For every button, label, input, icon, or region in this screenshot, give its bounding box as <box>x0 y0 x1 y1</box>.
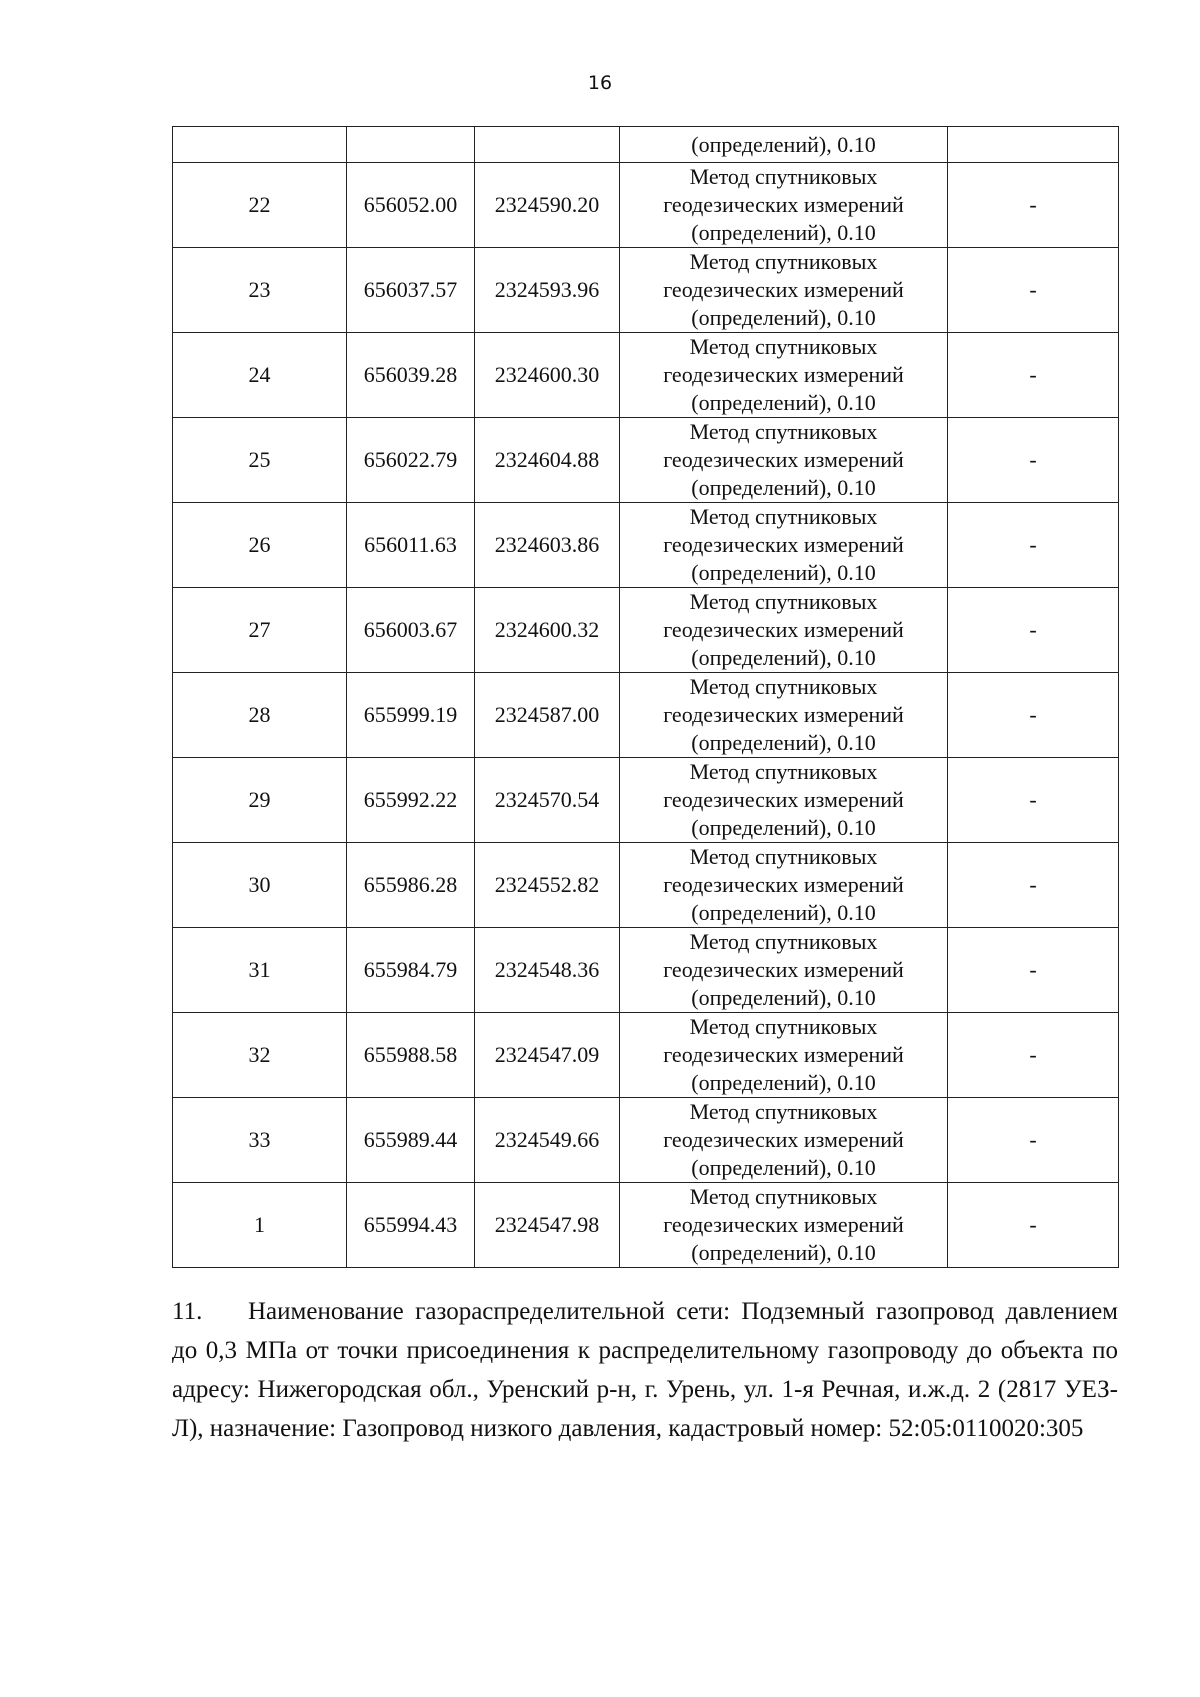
method-line: Метод спутниковых <box>689 674 878 699</box>
cell-method <box>620 248 948 333</box>
cell-x: 656022.79 <box>347 418 475 503</box>
method-line: Метод спутниковых <box>689 164 878 189</box>
cell-x: 656011.63 <box>347 503 475 588</box>
cell-point: 24 <box>173 333 347 418</box>
cell-method <box>620 503 948 588</box>
cell-x: 656003.67 <box>347 588 475 673</box>
method-line: Метод спутниковых <box>689 1099 878 1124</box>
method-line: Метод спутниковых <box>689 1184 878 1209</box>
cell-x: 655992.22 <box>347 758 475 843</box>
cell-method <box>620 418 948 503</box>
table-row <box>173 1183 1119 1268</box>
cell-point: 32 <box>173 1013 347 1098</box>
cell-point: 1 <box>173 1183 347 1268</box>
table-row <box>173 418 1119 503</box>
cell-note: - <box>948 1013 1119 1098</box>
cell-y: 2324604.88 <box>475 418 620 503</box>
method-line: Метод спутниковых <box>689 249 878 274</box>
method-line: геодезических измерений <box>663 192 904 217</box>
table-row <box>173 163 1119 248</box>
cell-x: 655994.43 <box>347 1183 475 1268</box>
cell-y: 2324600.30 <box>475 333 620 418</box>
method-line: геодезических измерений <box>663 1127 904 1152</box>
cell-note: - <box>948 758 1119 843</box>
cell-note: - <box>948 163 1119 248</box>
method-line: (определений), 0.10 <box>691 390 876 415</box>
method-line: Метод спутниковых <box>689 929 878 954</box>
method-line: Метод спутниковых <box>689 1014 878 1039</box>
method-line: геодезических измерений <box>663 702 904 727</box>
method-line: (определений), 0.10 <box>691 645 876 670</box>
method-line: геодезических измерений <box>663 957 904 982</box>
table-row <box>173 1098 1119 1183</box>
section-number: 11. <box>172 1298 203 1325</box>
cell-note: - <box>948 248 1119 333</box>
cell-point: 25 <box>173 418 347 503</box>
cell-note <box>948 127 1119 163</box>
cell-method <box>620 673 948 758</box>
cell-x: 656039.28 <box>347 333 475 418</box>
method-line: (определений), 0.10 <box>691 815 876 840</box>
method-line: геодезических измерений <box>663 447 904 472</box>
cell-y: 2324547.09 <box>475 1013 620 1098</box>
method-line: (определений), 0.10 <box>691 1155 876 1180</box>
cell-y: 2324570.54 <box>475 758 620 843</box>
cell-point: 27 <box>173 588 347 673</box>
cell-method <box>620 1013 948 1098</box>
cell-note: - <box>948 503 1119 588</box>
method-line: Метод спутниковых <box>689 759 878 784</box>
method-line: (определений), 0.10 <box>691 1240 876 1265</box>
section-11 <box>172 1292 1118 1448</box>
cell-note: - <box>948 1183 1119 1268</box>
cell-y <box>475 127 620 163</box>
cell-note: - <box>948 928 1119 1013</box>
method-line: (определений), 0.10 <box>691 1070 876 1095</box>
method-line: геодезических измерений <box>663 872 904 897</box>
cell-method <box>620 588 948 673</box>
cell-method <box>620 1183 948 1268</box>
method-line: (определений), 0.10 <box>691 560 876 585</box>
method-line: (определений), 0.10 <box>691 220 876 245</box>
method-line: геодезических измерений <box>663 617 904 642</box>
cell-x: 655999.19 <box>347 673 475 758</box>
cell-y: 2324549.66 <box>475 1098 620 1183</box>
cell-x: 656052.00 <box>347 163 475 248</box>
cell-note: - <box>948 1098 1119 1183</box>
method-line: Метод спутниковых <box>689 419 878 444</box>
method-line: Метод спутниковых <box>689 334 878 359</box>
table-row <box>173 758 1119 843</box>
cell-point <box>173 127 347 163</box>
cell-y: 2324593.96 <box>475 248 620 333</box>
cell-point: 29 <box>173 758 347 843</box>
method-line: (определений), 0.10 <box>691 475 876 500</box>
cell-point: 30 <box>173 843 347 928</box>
table-row <box>173 673 1119 758</box>
cell-note: - <box>948 418 1119 503</box>
cell-x <box>347 127 475 163</box>
method-line: (определений), 0.10 <box>691 730 876 755</box>
cell-point: 22 <box>173 163 347 248</box>
cell-point: 23 <box>173 248 347 333</box>
method-line: геодезических измерений <box>663 277 904 302</box>
cell-method <box>620 1098 948 1183</box>
cell-y: 2324590.20 <box>475 163 620 248</box>
cell-point: 28 <box>173 673 347 758</box>
cell-note: - <box>948 843 1119 928</box>
method-line: геодезических измерений <box>663 532 904 557</box>
cell-method: (определений), 0.10 <box>620 127 948 163</box>
table-row <box>173 843 1119 928</box>
method-line: геодезических измерений <box>663 1212 904 1237</box>
cell-method <box>620 333 948 418</box>
cell-y: 2324552.82 <box>475 843 620 928</box>
cell-point: 26 <box>173 503 347 588</box>
cell-x: 655988.58 <box>347 1013 475 1098</box>
cell-point: 31 <box>173 928 347 1013</box>
table-row <box>173 1013 1119 1098</box>
cell-note: - <box>948 333 1119 418</box>
cell-y: 2324600.32 <box>475 588 620 673</box>
cell-x: 655989.44 <box>347 1098 475 1183</box>
method-line: Метод спутниковых <box>689 844 878 869</box>
cell-x: 656037.57 <box>347 248 475 333</box>
method-line: Метод спутниковых <box>689 504 878 529</box>
cell-y: 2324547.98 <box>475 1183 620 1268</box>
method-line: (определений), 0.10 <box>691 985 876 1010</box>
cell-y: 2324603.86 <box>475 503 620 588</box>
method-line: геодезических измерений <box>663 362 904 387</box>
coordinates-table <box>172 126 1119 1268</box>
page-number: 16 <box>587 72 613 94</box>
table-row <box>173 333 1119 418</box>
cell-point: 33 <box>173 1098 347 1183</box>
table-row-continued <box>173 127 1119 163</box>
table-row <box>173 248 1119 333</box>
cell-method <box>620 843 948 928</box>
cell-method <box>620 163 948 248</box>
table-row <box>173 588 1119 673</box>
cell-y: 2324587.00 <box>475 673 620 758</box>
method-line: Метод спутниковых <box>689 589 878 614</box>
cell-x: 655984.79 <box>347 928 475 1013</box>
table-row <box>173 503 1119 588</box>
method-line: (определений), 0.10 <box>691 900 876 925</box>
method-line: геодезических измерений <box>663 1042 904 1067</box>
cell-y: 2324548.36 <box>475 928 620 1013</box>
section-text: Наименование газораспределительной сети: Подземный газопровод давлением до 0,3 МПа от точки присоединения к распределительному газопроводу до объекта по адресу: Нижегородская обл., Уренский р-н, г. Урень, ул. 1-я Речная, и.ж.д. 2 (2817 УЕЗ-Л), назначение: Газопровод низкого давления, кадастровый номер: 52:05:0110020:305 <box>172 1298 1118 1442</box>
method-line: геодезических измерений <box>663 787 904 812</box>
cell-note: - <box>948 588 1119 673</box>
cell-note: - <box>948 673 1119 758</box>
table-row <box>173 928 1119 1013</box>
cell-method <box>620 928 948 1013</box>
cell-x: 655986.28 <box>347 843 475 928</box>
method-line: (определений), 0.10 <box>691 305 876 330</box>
cell-method <box>620 758 948 843</box>
